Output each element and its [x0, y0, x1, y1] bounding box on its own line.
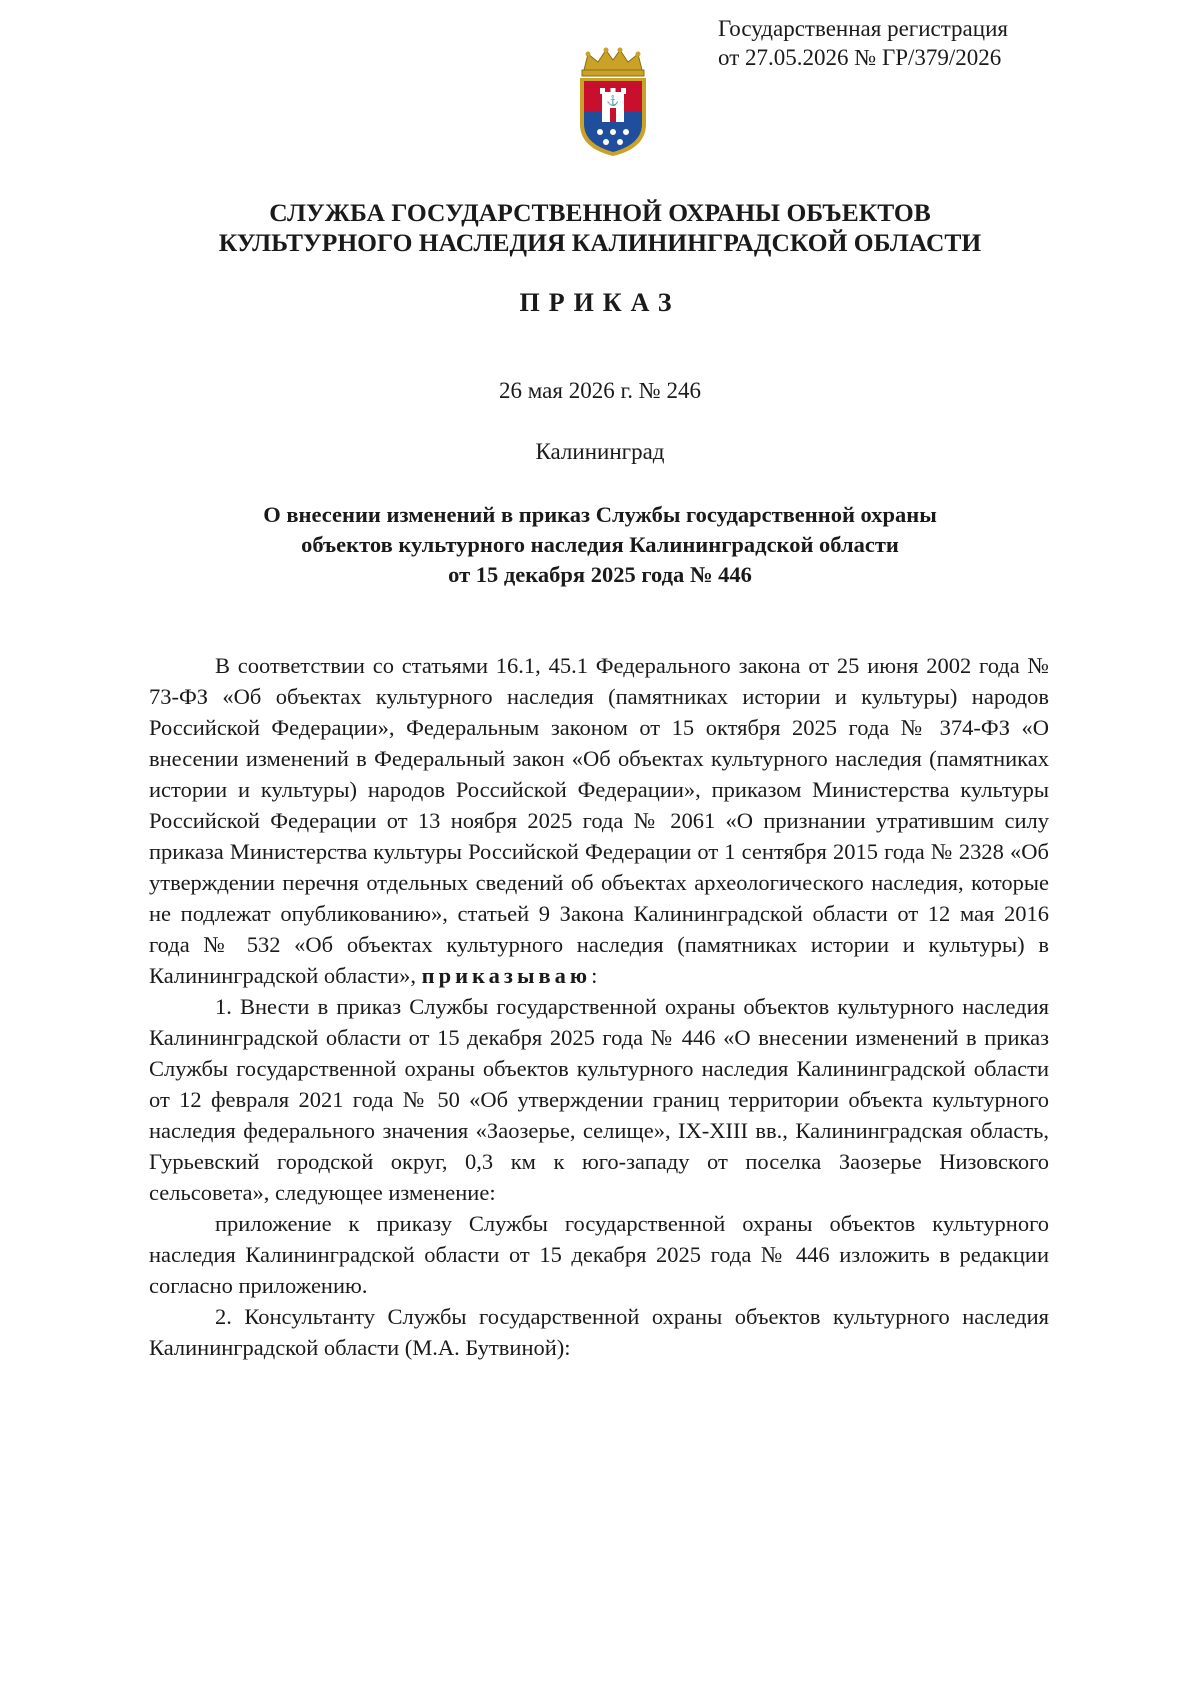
order-subject-line-1: О внесении изменений в приказ Службы государственной охраны [263, 502, 937, 527]
registration-line-1: Государственная регистрация [718, 16, 1008, 41]
agency-name-line-2: КУЛЬТУРНОГО НАСЛЕДИЯ КАЛИНИНГРАДСКОЙ ОБЛАСТИ [218, 228, 982, 257]
order-subject-line-2: объектов культурного наследия Калининградской области [301, 532, 899, 557]
registration-line-2: от 27.05.2026 № ГР/379/2026 [718, 45, 1002, 70]
order-date-number: 26 мая 2026 г. № 246 [499, 378, 701, 403]
svg-text:⚓: ⚓ [606, 96, 620, 107]
ordering-word: приказываю [421, 963, 592, 988]
ordering-colon: : [591, 963, 598, 988]
item-1-subparagraph: приложение к приказу Службы государственной охраны объектов культурного наследия Калининградской области от 15 декабря 2025 года № 446 изложить в редакции согласно приложению. [149, 1211, 1049, 1298]
agency-name-line-1: СЛУЖБА ГОСУДАРСТВЕННОЙ ОХРАНЫ ОБЪЕКТОВ [269, 198, 931, 227]
order-subject-line-3: от 15 декабря 2025 года № 446 [448, 562, 752, 587]
order-city: Калининград [535, 439, 665, 464]
order-title: ПРИКАЗ [519, 288, 681, 317]
registration-stamp [718, 14, 1118, 72]
preamble-paragraph [149, 650, 1049, 991]
item-2-paragraph: 2. Консультанту Службы государственной охраны объектов культурного наследия Калининградской области (М.А. Бутвиной): [149, 1304, 1049, 1360]
item-1-paragraph: 1. Внести в приказ Службы государственной охраны объектов культурного наследия Калининградской области от 15 декабря 2025 года № 446 «О внесении изменений в приказ Службы государственной охраны объектов культурного наследия Калининградской области от 12 февраля 2021 года № 50 «Об утверждении границ территории объекта культурного наследия федерального значения «Заозерье, селище», IX-XIII вв., Калининградская область, Гурьевский городской округ, 0,3 км к юго-западу от поселка Заозерье Низовского сельсовета», следующее изменение: [149, 994, 1049, 1205]
kaliningrad-coat-of-arms-icon [570, 46, 656, 158]
order-subject [120, 500, 1080, 590]
preamble-text: В соответствии со статьями 16.1, 45.1 Федерального закона от 25 июня 2002 года № 73-ФЗ «Об объектах культурного наследия (памятниках истории и культуры) народов Российской Федерации», Федеральным законом от 15 октября 2025 года № 374-ФЗ «О внесении изменений в Федеральный закон «Об объектах культурного наследия (памятниках истории и культуры) народов Российской Федерации», приказом Министерства культуры Российской Федерации от 13 ноября 2025 года № 2061 «О признании утратившим силу приказа Министерства культуры Российской Федерации от 1 сентября 2015 года № 2328 «Об утверждении перечня отдельных сведений об объектах археологического наследия, которые не подлежат опубликованию», статьей 9 Закона Калининградской области от 12 мая 2016 года № 532 «Об объектах культурного наследия (памятниках истории и культуры) в Калининградской области», [149, 653, 1049, 988]
order-body [149, 650, 1049, 1363]
agency-name [120, 198, 1080, 258]
